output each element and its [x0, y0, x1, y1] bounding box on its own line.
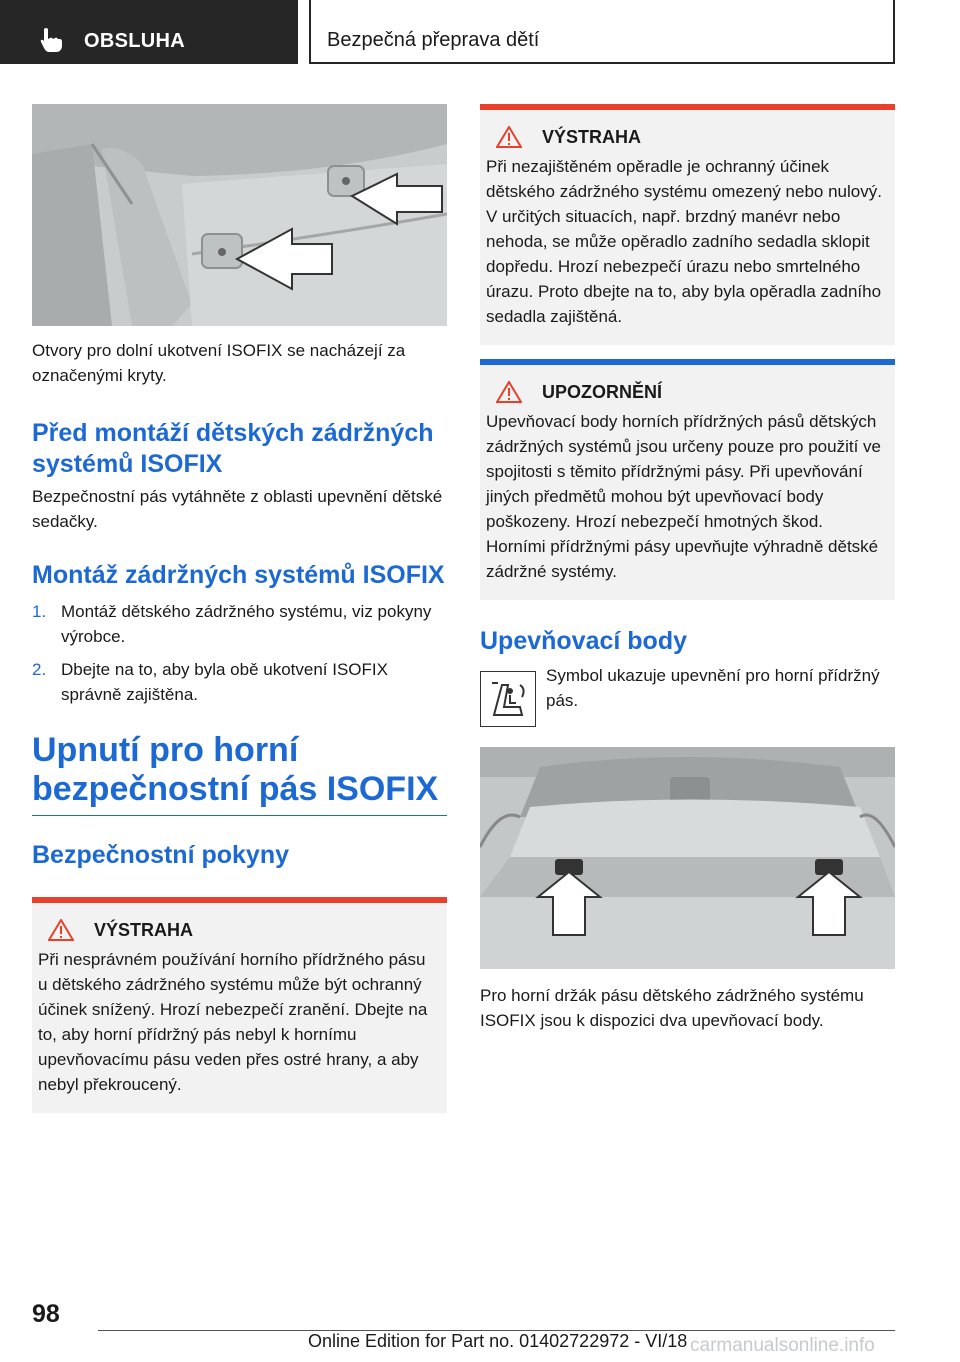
trunk-anchor-points-photo	[480, 747, 895, 969]
right-column	[480, 104, 895, 1033]
edition-text: Online Edition for Part no. 01402722972 - VI/18	[308, 1331, 688, 1351]
warning-triangle-icon	[48, 919, 74, 941]
subheading-anchor-points: Upevňovací body	[480, 627, 687, 655]
symbol-description: Symbol ukazuje upevnění pro horní přídržný pás.	[546, 666, 880, 710]
subheading-safety: Bezpečnostní pokyny	[32, 841, 289, 869]
isofix-lower-anchor-photo	[32, 104, 447, 326]
warning-text: Při nesprávném používání horního přídržného pásu u dětského zádržného systému může být ochranný účinek snížený. Hrozí nebezpečí zranění. Dbejte na to, aby horní přídržný pás nebyl k hornímu upevňovacímu pásu veden přes ostré hrany, a aby nebyl překroucený.	[38, 950, 428, 1094]
photo-caption: Otvory pro dolní ukotvení ISOFIX se nacházejí za označenými kryty.	[32, 341, 406, 385]
warning-triangle-icon	[496, 126, 522, 148]
installation-steps	[32, 599, 447, 707]
symbol-row	[480, 663, 895, 727]
list-item: 1. Montáž dětského zádržného systému, viz pokyny výrobce.	[32, 602, 432, 646]
chapter-title: Bezpečná přeprava dětí	[327, 29, 540, 51]
main-heading: Upnutí pro horní bezpečnostní pás ISOFIX	[32, 731, 447, 816]
warning-text: Při nezajištěném opěradle je ochranný účinek dětského zádržného systému omezený nebo nulový. V určitých situacích, např. brzdný manévr nebo nehoda, se může opěradlo zadního sedadla sklopit dopředu. Hrozí nebezpečí úrazu nebo smrtelného úrazu. Proto dbejte na to, aby byla opěradla zadního sedadla zajištěná.	[486, 157, 882, 326]
list-item: 2. Dbejte na to, aby byla obě ukotvení ISOFIX správně zajištěna.	[32, 660, 388, 704]
warning-box	[480, 104, 895, 345]
body-text: Bezpečnostní pás vytáhněte z oblasti upevnění dětské sedačky.	[32, 487, 443, 531]
warning-box	[32, 897, 447, 1113]
hand-pointer-icon	[38, 27, 66, 53]
caution-text: Upevňovací body horních přídržných pásů dětských zádržných systémů jsou určeny pouze pro použití ve spojitosti s těmito přídržnými pásy. Při upevňování jiných předmětů mohou být upevňovací body poškozeny. Hrozí nebezpečí hmotných škod. Horními přídržnými pásy upevňujte výhradně dětské zádržné systémy.	[486, 412, 881, 581]
subheading-before-installation: Před montáží dětských zádržných systémů ISOFIX	[32, 419, 434, 478]
caution-triangle-icon	[496, 381, 522, 403]
warning-label: VÝSTRAHA	[542, 126, 642, 147]
section-label: OBSLUHA	[84, 30, 185, 52]
caution-label: UPOZORNĚNÍ	[542, 381, 663, 402]
page-number: 98	[32, 1300, 60, 1328]
section-tab[interactable]	[0, 0, 298, 64]
left-column	[32, 104, 447, 1113]
photo-caption: Pro horní držák pásu dětského zádržného systému ISOFIX jsou k dispozici dva upevňovací body.	[480, 986, 864, 1030]
top-tether-symbol-icon	[480, 671, 536, 727]
chapter-header	[311, 0, 895, 64]
warning-label: VÝSTRAHA	[94, 919, 194, 940]
subheading-installation: Montáž zádržných systémů ISOFIX	[32, 561, 445, 589]
caution-box	[480, 359, 895, 600]
watermark: carmanualsonline.info	[690, 1335, 875, 1356]
